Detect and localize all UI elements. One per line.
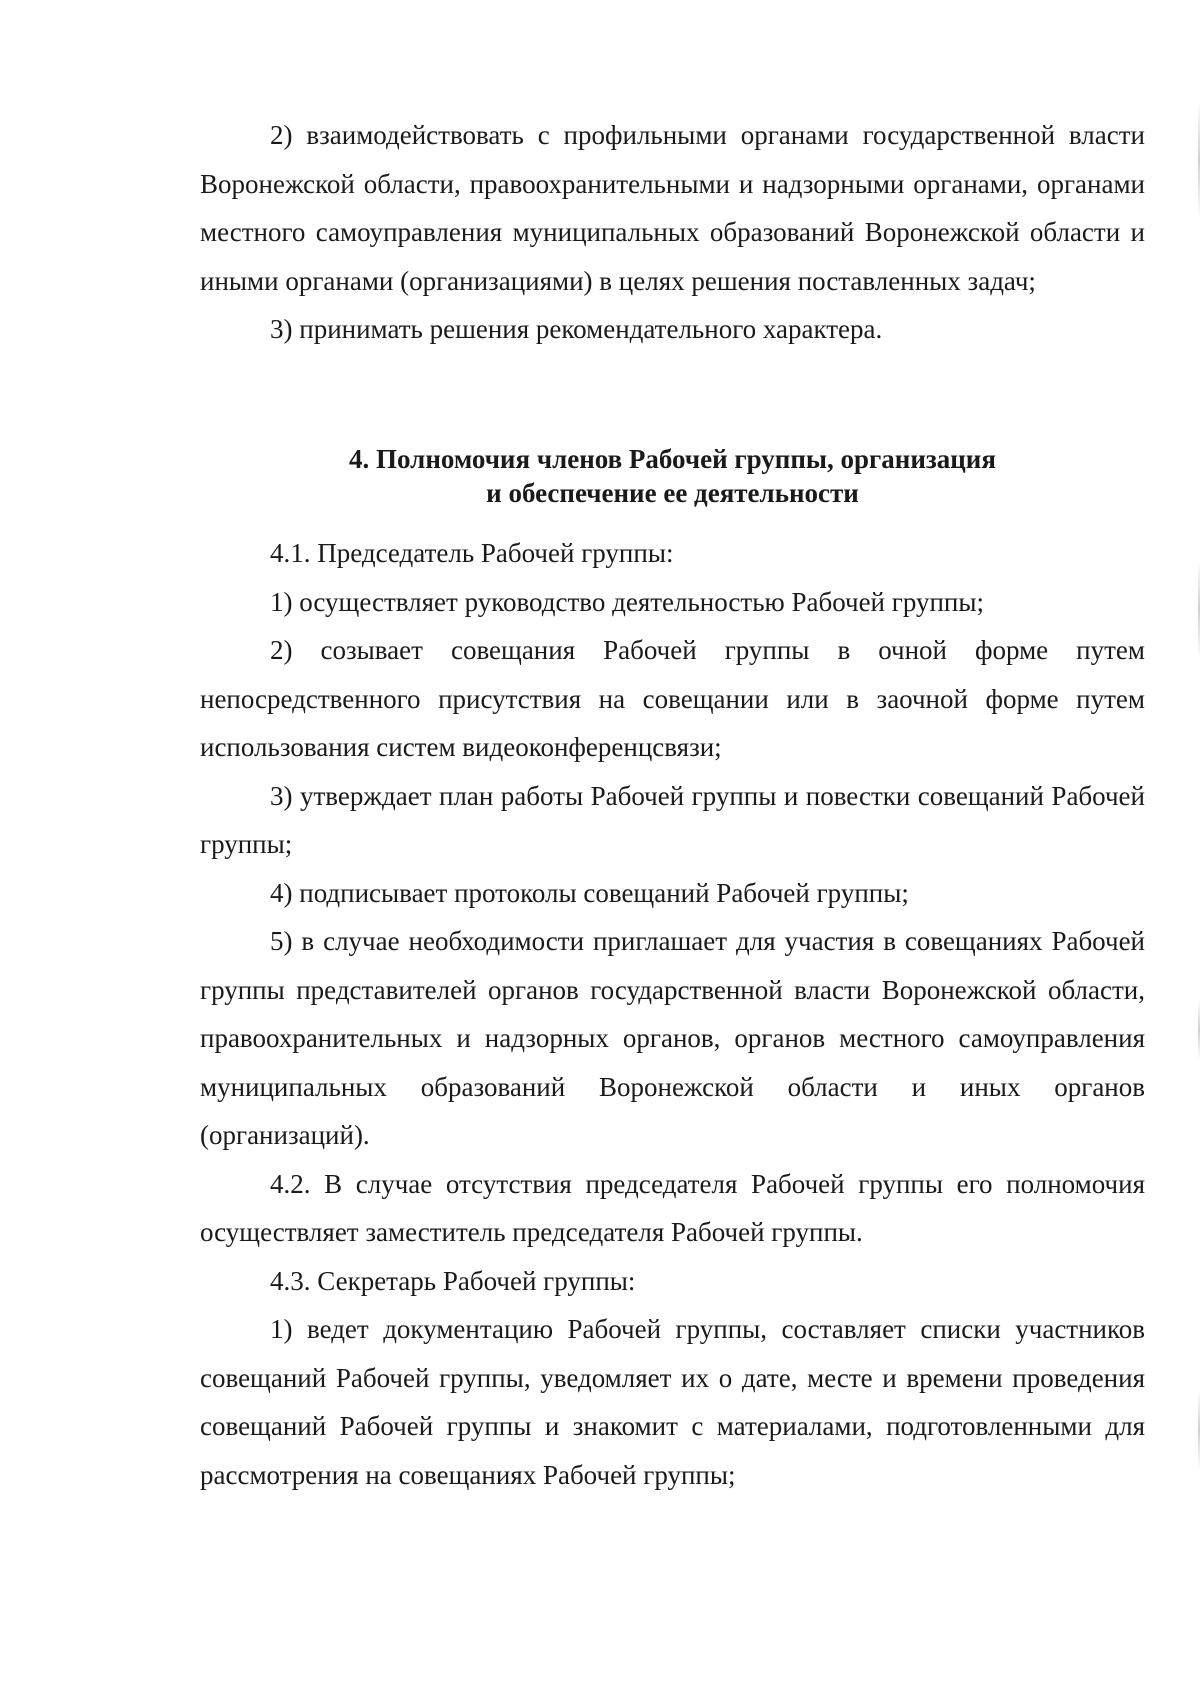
paragraph-chairman-item-4: 4) подписывает протоколы совещаний Рабочей группы; [270, 877, 909, 908]
paragraph-chairman-item-1: 1) осуществляет руководство деятельностью Рабочей группы; [270, 586, 985, 617]
paragraph-item-3-decisions: 3) принимать решения рекомендательного характера. [270, 314, 883, 344]
paragraph-chairman-item-5: 5) в случае необходимости приглашает для участия в совещаниях Рабочей группы представителей органов государственной власти Воронежской области, правоохранительных и надзорных органов, органов местного самоуправления муниципальных образований Воронежской области и иных органов (организаций). [200, 926, 1145, 1150]
paragraph-chairman-item-3: 3) утверждает план работы Рабочей группы и повестки совещаний Рабочей группы; [200, 780, 1145, 859]
section-heading-line-1: 4. Полномочия членов Рабочей группы, организация [349, 444, 996, 474]
section-heading-4 [200, 442, 1145, 510]
paragraph-4-1-chairman: 4.1. Председатель Рабочей группы: [270, 538, 674, 568]
paragraph-secretary-item-1: 1) ведет документацию Рабочей группы, составляет списки участников совещаний Рабочей группы, уведомляет их о дате, месте и времени проведения совещаний Рабочей группы и знакомит с материалами, подготовленными для рассмотрения на совещаниях Рабочей группы; [200, 1314, 1145, 1490]
paragraph-4-2-deputy: 4.2. В случае отсутствия председателя Рабочей группы его полномочия осуществляет заместитель председателя Рабочей группы. [200, 1168, 1145, 1247]
paragraphs-top [200, 111, 1145, 354]
paragraph-item-2-interact: 2) взаимодействовать с профильными органами государственной власти Воронежской области, правоохранительными и надзорными органами, органами местного самоуправления муниципальных образований Воронежской области и иными органами (организациями) в целях решения поставленных задач; [200, 120, 1145, 296]
paragraph-4-3-secretary: 4.3. Секретарь Рабочей группы: [270, 1265, 636, 1296]
section-heading-line-2: и обеспечение ее деятельности [486, 478, 859, 508]
paragraph-chairman-item-2: 2) созывает совещания Рабочей группы в очной форме путем непосредственного присутствия на совещании или в заочной форме путем использования систем видеоконференцсвязи; [200, 635, 1145, 762]
paragraphs-bottom [200, 529, 1145, 1499]
